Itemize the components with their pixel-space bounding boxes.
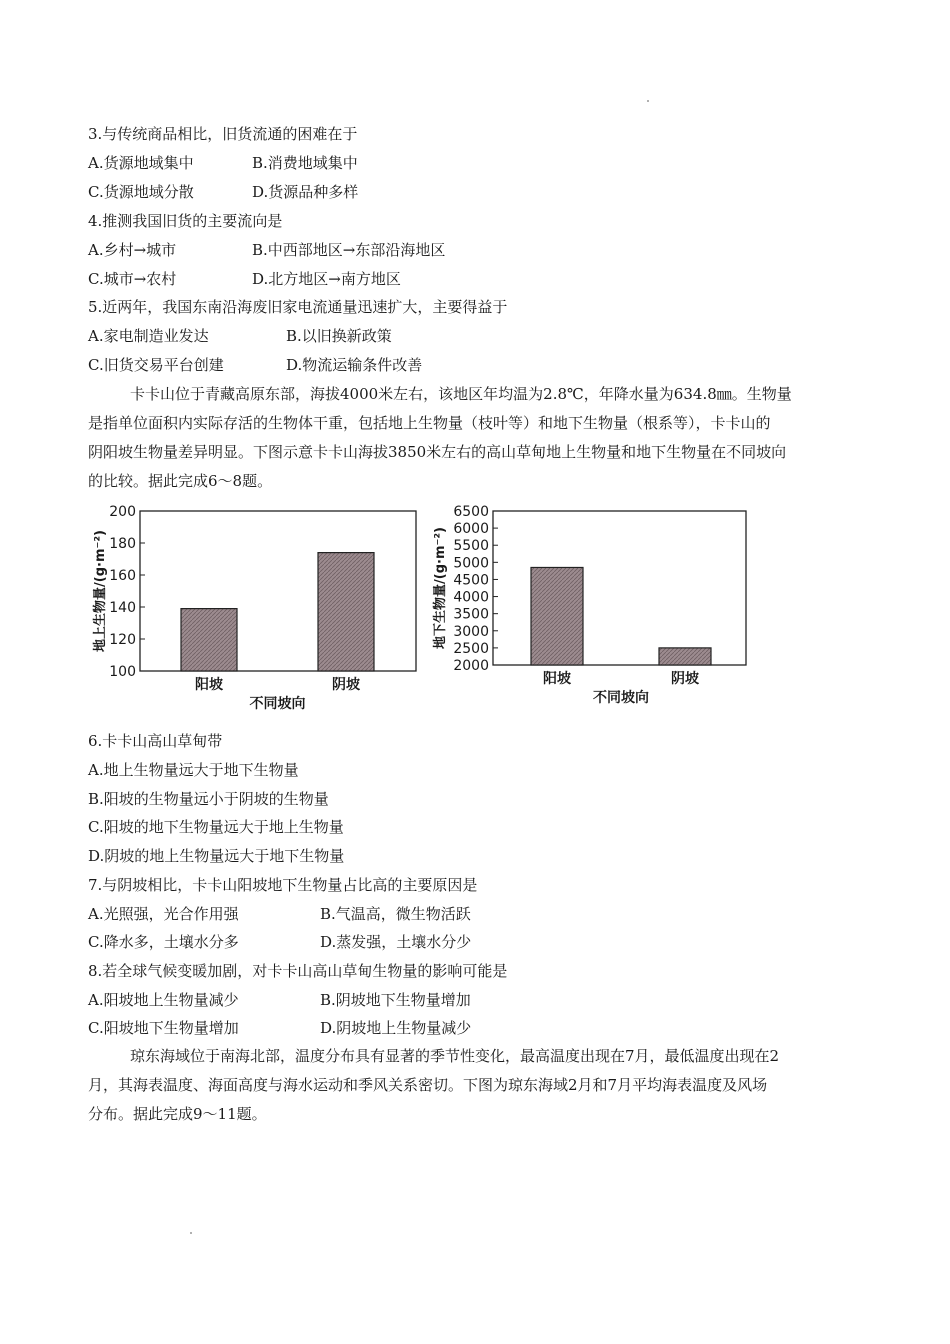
passage1-line: 是指单位面积内实际存活的生物体干重，包括地上生物量（枝叶等）和地下生物量（根系等），卡卡山的	[88, 414, 771, 432]
q4-option-c: C.城市→农村	[88, 270, 177, 288]
q5-option-d: D.物流运输条件改善	[286, 356, 423, 374]
q5-option-c: C.旧货交易平台创建	[88, 356, 224, 374]
bar-sunny-slope	[181, 609, 237, 671]
y-tick-label: 100	[109, 664, 136, 680]
q4-option-b: B.中西部地区→东部沿海地区	[252, 241, 446, 259]
passage1-line: 卡卡山位于青藏高原东部，海拔4000米左右，该地区年均温为2.8℃，年降水量为634.8㎜。生物量	[130, 385, 792, 403]
bar-sunny-slope	[531, 567, 583, 665]
y-tick-label: 160	[109, 568, 136, 584]
y-tick-label: 200	[109, 504, 136, 520]
passage2-line: 分布。据此完成9～11题。	[88, 1105, 267, 1123]
q6-option-c: C.阳坡的地下生物量远大于地上生物量	[88, 818, 344, 836]
y-tick-label: 6000	[453, 521, 489, 538]
y-tick-label: 4500	[453, 572, 489, 589]
x-category-label: 阴坡	[671, 671, 699, 687]
q7-option-b: B.气温高，微生物活跃	[320, 905, 471, 923]
q6-stem: 6.卡卡山高山草甸带	[88, 732, 223, 750]
q6-option-b: B.阳坡的生物量远小于阴坡的生物量	[88, 790, 329, 808]
y-tick-label: 120	[109, 632, 136, 648]
q8-option-a: A.阳坡地上生物量减少	[88, 991, 239, 1009]
y-axis-label: 地下生物量/(g·m⁻²)	[433, 527, 448, 649]
y-tick-label: 2500	[453, 640, 489, 657]
x-axis-label: 不同坡向	[593, 690, 649, 706]
q6-option-a: A.地上生物量远大于地下生物量	[88, 761, 299, 779]
y-tick-label: 4000	[453, 589, 489, 606]
x-category-label: 阴坡	[332, 677, 360, 693]
chart-above-ground-biomass	[88, 500, 428, 712]
q3-stem: 3.与传统商品相比，旧货流通的困难在于	[88, 125, 358, 143]
q4-option-d: D.北方地区→南方地区	[252, 270, 401, 288]
passage-qiongdong-sea	[88, 1042, 864, 1129]
passage2-line: 琼东海域位于南海北部，温度分布具有显著的季节性变化，最高温度出现在7月，最低温度出现在2	[130, 1047, 780, 1065]
passage-kaka-mountain	[88, 380, 864, 496]
q5-option-b: B.以旧换新政策	[286, 327, 392, 345]
q6-option-d: D.阴坡的地上生物量远大于地下生物量	[88, 847, 345, 865]
passage1-line: 的比较。据此完成6～8题。	[88, 472, 273, 490]
scan-speck	[647, 100, 649, 102]
q7-option-a: A.光照强，光合作用强	[88, 905, 239, 923]
q4-option-a: A.乡村→城市	[88, 241, 177, 259]
x-axis-label: 不同坡向	[249, 696, 306, 712]
q3-option-b: B.消费地域集中	[252, 154, 358, 172]
q8-option-c: C.阳坡地下生物量增加	[88, 1019, 239, 1037]
y-tick-label: 3500	[453, 606, 489, 623]
scan-speck	[190, 1232, 192, 1234]
chart-below-ground-biomass	[430, 500, 760, 712]
x-category-label: 阳坡	[195, 677, 223, 693]
q7-option-c: C.降水多，土壤水分多	[88, 933, 239, 951]
q5-stem: 5.近两年，我国东南沿海废旧家电流通量迅速扩大，主要得益于	[88, 298, 508, 316]
y-tick-label: 5500	[453, 538, 489, 555]
y-tick-label: 180	[109, 536, 136, 552]
q7-option-d: D.蒸发强，土壤水分少	[320, 933, 472, 951]
q3-option-a: A.货源地域集中	[88, 154, 194, 172]
passage1-line: 阴阳坡生物量差异明显。下图示意卡卡山海拔3850米左右的高山草甸地上生物量和地下生物量在不同坡向	[88, 443, 787, 461]
x-category-label: 阳坡	[543, 671, 571, 687]
q3-option-d: D.货源品种多样	[252, 183, 359, 201]
q8-option-d: D.阴坡地上生物量减少	[320, 1019, 472, 1037]
bar-shady-slope	[659, 648, 711, 665]
y-tick-label: 6500	[453, 504, 489, 520]
q5-option-a: A.家电制造业发达	[88, 327, 209, 345]
q7-stem: 7.与阴坡相比，卡卡山阳坡地下生物量占比高的主要原因是	[88, 876, 478, 894]
y-tick-label: 140	[109, 600, 136, 616]
passage2-line: 月，其海表温度、海面高度与海水运动和季风关系密切。下图为琼东海域2月和7月平均海表温度及风场	[88, 1076, 768, 1094]
bar-shady-slope	[318, 553, 374, 671]
y-tick-label: 2000	[453, 658, 489, 674]
q8-stem: 8.若全球气候变暖加剧，对卡卡山高山草甸生物量的影响可能是	[88, 962, 508, 980]
y-tick-label: 5000	[453, 555, 489, 572]
y-axis-label: 地上生物量/(g·m⁻²)	[93, 530, 108, 652]
q8-option-b: B.阴坡地下生物量增加	[320, 991, 471, 1009]
q3-option-c: C.货源地域分散	[88, 183, 194, 201]
q4-stem: 4.推测我国旧货的主要流向是	[88, 212, 283, 230]
y-tick-label: 3000	[453, 623, 489, 640]
